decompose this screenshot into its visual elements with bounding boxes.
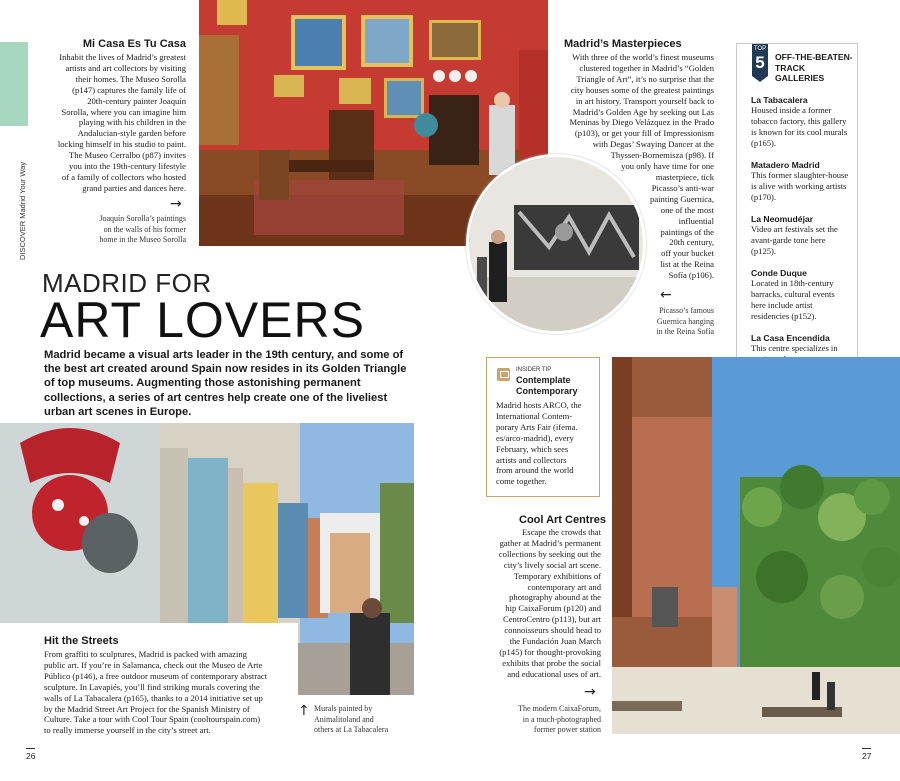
cool-body: Escape the crowds that gather at Madrid’s permanent collections by seeking out the city’s lively social art scene. Temporary exhibitions of contemporary art and photography abound at the hip CaixaForum (p120) and CentroCentro (p113), but art connoisseurs should head to the Fundación Juan March (p145) for thought-provoking exhibits that probe the social and educational uses of art. <box>498 527 601 679</box>
top5-item: La Tabacalera Housed inside a former tobacco factory, this gallery is known for its cool murals (p165). <box>751 95 848 148</box>
casa-heading: Mi Casa Es Tu Casa <box>82 38 186 50</box>
left-arrow-icon: ← <box>660 287 672 303</box>
streets-body: From graffiti to sculptures, Madrid is packed with amazing public art. If you’re in Salamanca, check out the Museo de Arte Público (p146), a free outdoor museum of contemporary abstract sculpture. In Lavapiés, you’ll find striking murals covering the walls of La Tabacalera (p165), thanks to a 2014 initiative set up by the Madrid Street Art Project for the Spanish Ministry of Culture. Take a tour with Cool Tour Spain (cooltourspain.com) to really immerse yourself in the city’s street art. <box>44 649 268 736</box>
right-arrow-icon: → <box>170 196 182 212</box>
top5-badge-label: TOP <box>753 46 767 52</box>
streets-caption: Murals painted by Animalitoland and others at La Tabacalera <box>314 704 389 734</box>
masterpieces-heading: Madrid’s Masterpieces <box>564 38 682 50</box>
page-title: ART LOVERS <box>40 292 365 348</box>
casa-caption: Joaquín Sorolla’s paintings on the walls of his former home in the Museo Sorolla <box>99 214 186 244</box>
masterpieces-body: With three of the world’s finest museums clustered together in Madrid’s “Golden Triangle of Art”, it’s no surprise that the city houses some of the greatest paintings in art history. Transport yourself back to Madrid’s Golden Age by seeking out Las Meninas by Diego Velázquez in the Prado (p103), or get your fill of Impressionism with Degas’ Swaying Dancer at the Thyssen-Bornemisza (p98). If you only have time for one masterpiece, tick Picasso’s anti-war painting Guernica, one of the most influential paintings of the 20th century, off your bucket list at the Reina Sofía (p106). <box>569 52 714 281</box>
cool-caption: The modern CaixaForum, in a much-photographed former power station <box>518 704 601 734</box>
intro-paragraph: Madrid became a visual arts leader in the 19th century, and some of the best art created around Spain now resides in its Golden Triangle of top museums. Augmenting those astonishing permanent collections, a series of art centres help create one of the liveliest urban art scenes in Europe. <box>44 349 407 418</box>
page-kicker: MADRID FOR <box>42 268 212 298</box>
cool-heading: Cool Art Centres <box>519 514 606 526</box>
top5-item: Matadero Madrid This former slaughter-house is alive with working artists (p170). <box>751 160 849 202</box>
tip-body: Madrid hosts ARCO, the International Contem- porary Arts Fair (ifema. es/arco-madrid), every February, which sees artists and collectors from around the world come together. <box>496 400 582 487</box>
top5-item: La Neomudéjar Video art festivals set the avant-garde tone here (p125). <box>751 214 838 256</box>
tip-title: Contemplate Contemporary <box>516 375 578 396</box>
speech-bubble-icon <box>497 368 510 381</box>
section-tab <box>0 42 28 126</box>
top5-badge-number: 5 <box>755 53 765 72</box>
top5-item: Conde Duque Located in 18th-century barracks, cultural events here include artist residencies (p152). <box>751 268 835 321</box>
tip-label: INSIDER TIP <box>516 367 552 373</box>
section-label: DISCOVER Madrid Your Way <box>18 161 27 260</box>
caixaforum-photo <box>612 357 900 734</box>
casa-body: Inhabit the lives of Madrid’s greatest artists and art collectors by visiting their homes. The Museo Sorolla (p147) captures the family life of 20th-century painter Joaquín Sorolla, where you can imagine him playing with his children in the Andalucian-style garden before locking himself in his studio to paint. The Museo Cerralbo (p87) invites you into the 19th-century lifestyle of a family of collectors who hosted grand parties and dances here. <box>57 52 186 193</box>
top5-item: La Casa Encendida This centre specializes in <box>751 333 838 353</box>
top5-title: OFF-THE-BEATEN-TRACK GALLERIES <box>775 52 853 83</box>
page-number-left: 26 <box>26 748 35 761</box>
masterpieces-caption: Picasso’s famous Guernica hanging in the Reina Sofía <box>656 306 714 336</box>
page-number-right: 27 <box>862 748 871 761</box>
right-arrow-icon: → <box>584 684 596 700</box>
streets-heading: Hit the Streets <box>44 635 119 647</box>
up-arrow-icon: ↑ <box>298 703 310 719</box>
